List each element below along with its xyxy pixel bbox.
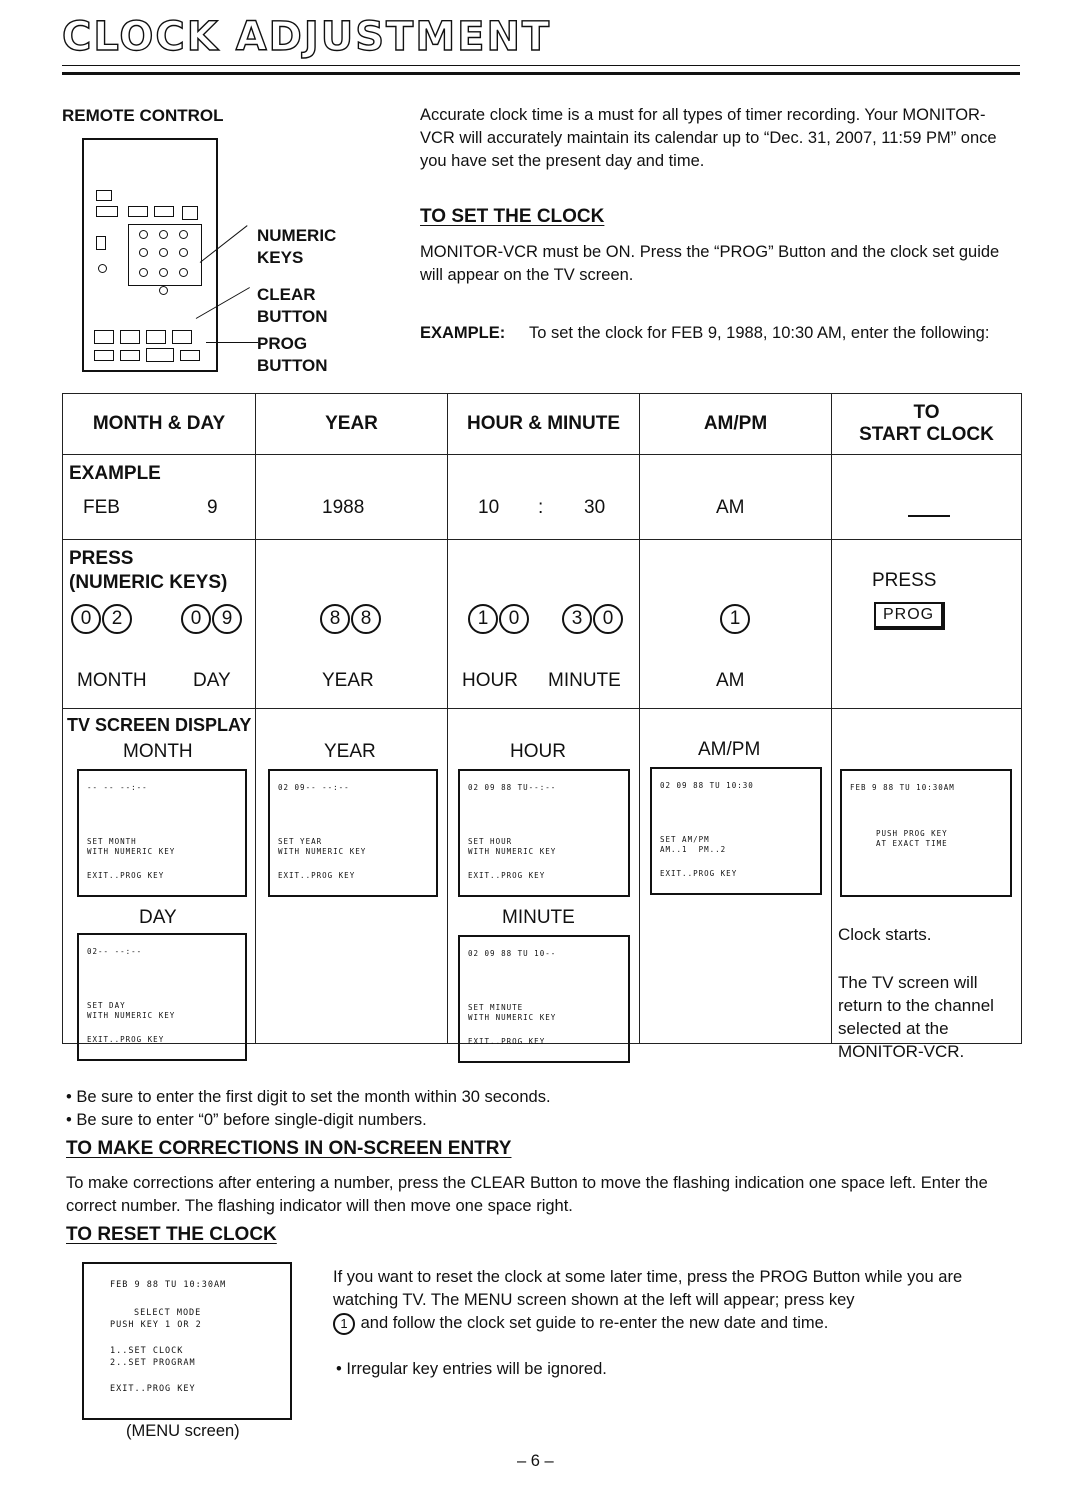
reset-heading: TO RESET THE CLOCK <box>66 1224 277 1245</box>
header-start-clock: TO START CLOCK <box>832 394 1022 455</box>
month-keys: 0 2 <box>71 604 133 634</box>
menu-screen: FEB 9 88 TU 10:30AM SELECT MODE PUSH KEY 1 OR 2 1..SET CLOCK 2..SET PROGRAM EXIT..PROG KEY <box>82 1262 292 1420</box>
tv-screen-hour: 02 09 88 TU--:-- SET HOUR WITH NUMERIC KEY EXIT..PROG KEY <box>458 769 630 897</box>
example-day: 9 <box>207 497 218 518</box>
page-number: – 6 – <box>517 1452 554 1470</box>
set-clock-heading: TO SET THE CLOCK <box>420 206 605 227</box>
tv-screen-year: 02 09-- --:-- SET YEAR WITH NUMERIC KEY EXIT..PROG KEY <box>268 769 438 897</box>
tv-screen-minute: 02 09 88 TU 10-- SET MINUTE WITH NUMERIC KEY EXIT..PROG KEY <box>458 935 630 1063</box>
example-row-label: EXAMPLE <box>69 463 161 484</box>
tv-title-year: YEAR <box>324 741 376 762</box>
key-1-icon: 1 <box>333 1313 355 1335</box>
year-key-label: YEAR <box>322 670 374 691</box>
header-year: YEAR <box>256 394 448 455</box>
tv-title-hour: HOUR <box>510 741 566 762</box>
minute-key-label: MINUTE <box>548 670 621 691</box>
clear-label: CLEAR <box>257 285 316 304</box>
tv-screen-start: FEB 9 88 TU 10:30AM PUSH PROG KEY AT EXACT TIME <box>840 769 1012 897</box>
prog-button-label: BUTTON <box>257 356 328 375</box>
hour-key-label: HOUR <box>462 670 518 691</box>
prog-label: PROG <box>257 334 308 353</box>
menu-screen-caption: (MENU screen) <box>126 1422 240 1440</box>
day-key-label: DAY <box>193 670 231 691</box>
corrections-text: To make corrections after entering a number, press the CLEAR Button to move the flashing indication one space left. Enter the correct number. The flashing indicator will then move one space right. <box>66 1174 988 1215</box>
year-keys: 8 8 <box>320 604 382 634</box>
example-colon: : <box>538 497 544 518</box>
clock-steps-table <box>62 393 1022 1061</box>
no-entry-dash <box>908 507 950 525</box>
day-keys: 0 9 <box>181 604 243 634</box>
example-year: 1988 <box>322 497 365 518</box>
tv-screen-month: -- -- --:-- SET MONTH WITH NUMERIC KEY EXIT..PROG KEY <box>77 769 247 897</box>
keys-label: KEYS <box>257 248 304 267</box>
hour-keys: 1 0 <box>468 604 530 634</box>
tv-screen-display-label: TV SCREEN DISPLAY <box>67 715 252 735</box>
set-clock-text: MONITOR-VCR must be ON. Press the “PROG” Button and the clock set guide will appear on the TV screen. <box>420 243 1000 284</box>
ampm-key-label: AM <box>716 670 745 691</box>
header-hour-minute: HOUR & MINUTE <box>448 394 640 455</box>
tv-title-minute: MINUTE <box>502 907 575 928</box>
example-month: FEB <box>83 497 120 518</box>
note-item: • Be sure to enter the first digit to set the month within 30 seconds. <box>66 1088 551 1106</box>
page-title: CLOCK ADJUSTMENT <box>62 14 552 60</box>
reset-text: If you want to reset the clock at some later time, press the PROG Button while you are watching TV. The MENU screen shown at the left will appear; press key 1 and follow the clock set guide to re-enter the new date and time. <box>333 1266 1025 1335</box>
minute-keys: 3 0 <box>562 604 624 634</box>
example-ampm: AM <box>716 497 745 518</box>
tv-title-ampm: AM/PM <box>698 739 761 760</box>
tv-title-day: DAY <box>139 907 177 928</box>
clear-button-label: BUTTON <box>257 307 328 326</box>
tv-screen-day: 02-- --:-- SET DAY WITH NUMERIC KEY EXIT..PROG KEY <box>77 933 247 1061</box>
tv-title-month: MONTH <box>123 741 193 762</box>
example-text: To set the clock for FEB 9, 1988, 10:30 AM, enter the following: <box>529 324 990 342</box>
press-prog-label: PRESS <box>872 570 937 591</box>
example-minute: 30 <box>584 497 606 518</box>
remote-control-drawing <box>82 138 218 372</box>
return-channel-text: The TV screen will return to the channel selected at the MONITOR-VCR. <box>838 973 994 1061</box>
tv-screen-ampm: 02 09 88 TU 10:30 SET AM/PM AM..1 PM..2 EXIT..PROG KEY <box>650 767 822 895</box>
remote-heading: REMOTE CONTROL <box>62 106 224 125</box>
numeric-label: NUMERIC <box>257 226 337 245</box>
prog-key: PROG <box>874 602 945 630</box>
ampm-key: 1 <box>720 604 751 634</box>
example-hour: 10 <box>478 497 500 518</box>
example-label: EXAMPLE: <box>420 324 506 342</box>
reset-note: • Irregular key entries will be ignored. <box>336 1360 607 1378</box>
note-item: • Be sure to enter “0” before single-digit numbers. <box>66 1111 427 1129</box>
intro-text: Accurate clock time is a must for all types of timer recording. Your MONITOR-VCR will accurately maintain its calendar up to “Dec. 31, 2007, 11:59 PM” once you have set the present day and time. <box>420 106 997 170</box>
header-ampm: AM/PM <box>640 394 832 455</box>
title-rule <box>62 65 1020 75</box>
clock-starts-text: Clock starts. <box>838 925 932 944</box>
header-month-day: MONTH & DAY <box>63 394 256 455</box>
month-key-label: MONTH <box>77 670 147 691</box>
press-label: PRESS <box>69 548 134 569</box>
corrections-heading: TO MAKE CORRECTIONS IN ON-SCREEN ENTRY <box>66 1138 512 1159</box>
numeric-keys-label: (NUMERIC KEYS) <box>69 572 228 593</box>
